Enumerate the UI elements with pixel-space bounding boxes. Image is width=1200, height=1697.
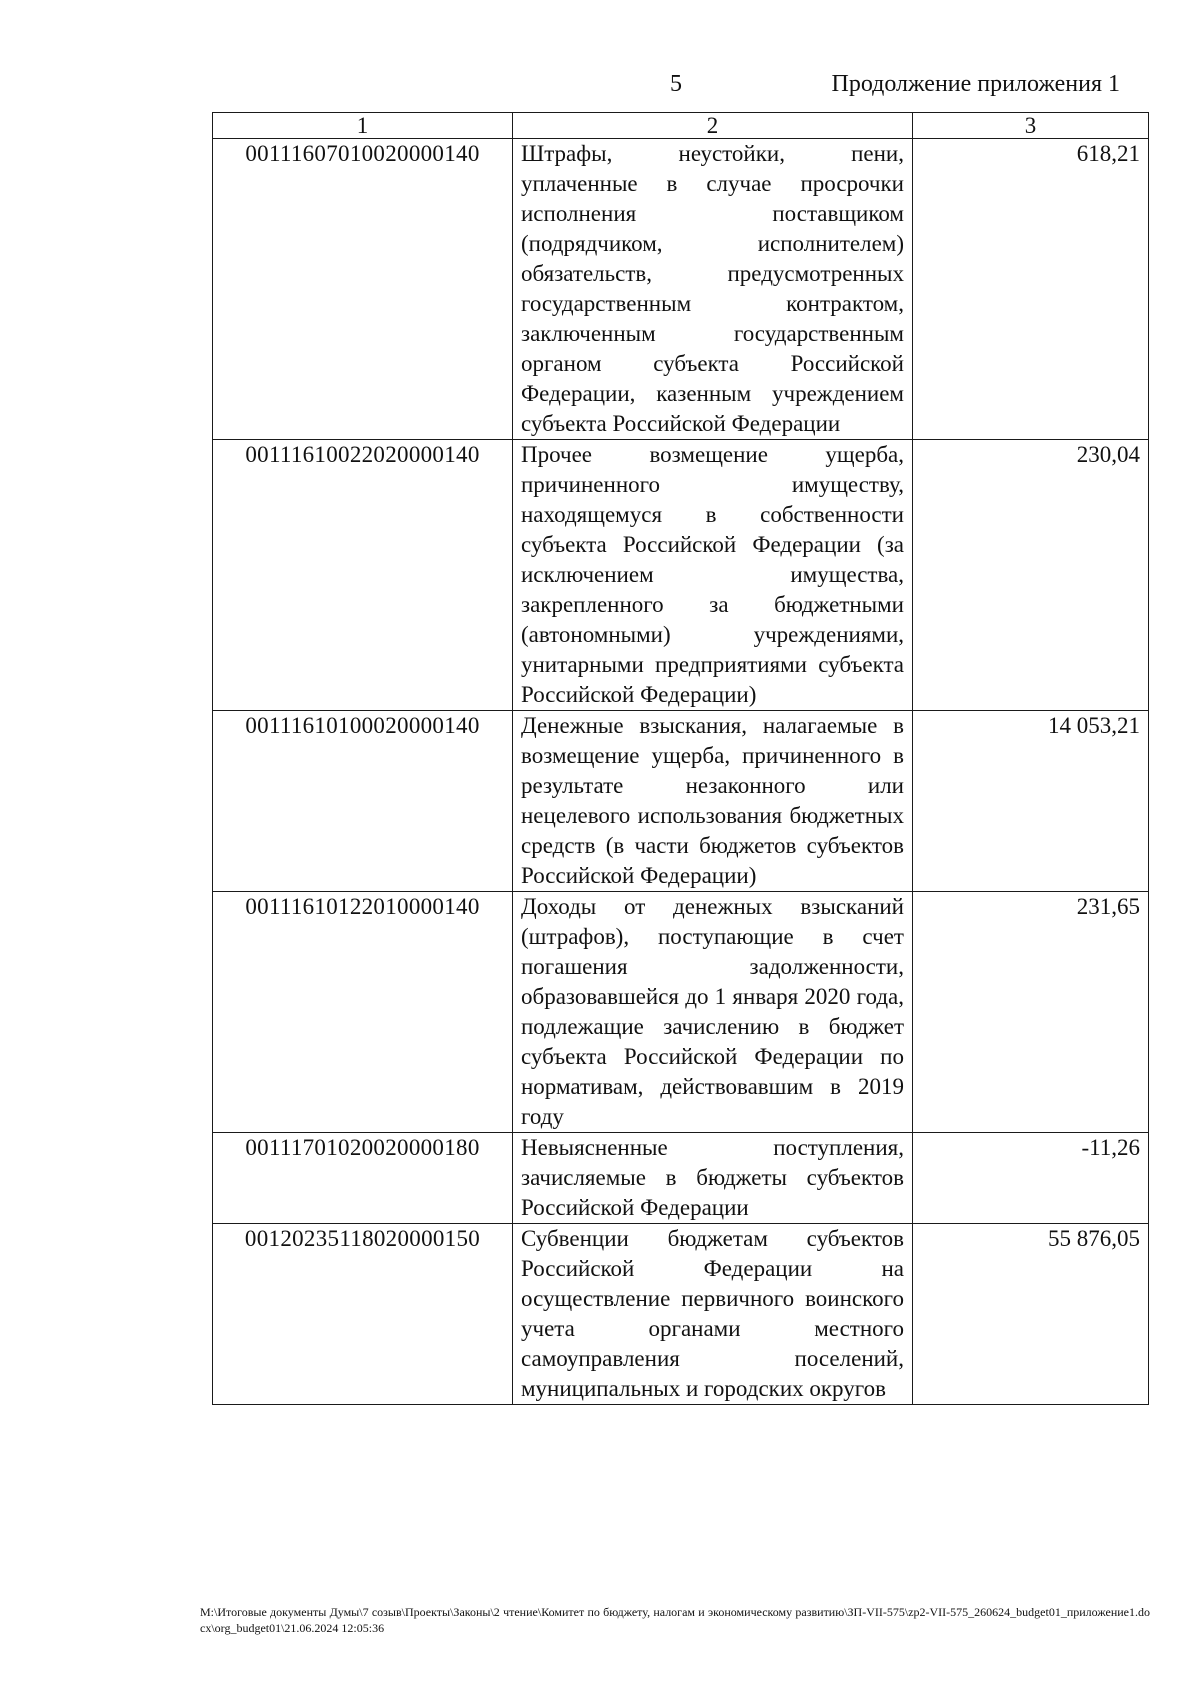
classification-code: 00111607010020000140 bbox=[213, 139, 513, 440]
income-name: Субвенции бюджетам субъектов Российской Федерации на осуществление первичного воинского учета органами местного самоуправления поселений, муниципальных и городских округов bbox=[513, 1224, 913, 1405]
table-header-row bbox=[213, 113, 1149, 139]
classification-code: 00111610122010000140 bbox=[213, 892, 513, 1133]
table-row bbox=[213, 1133, 1149, 1224]
amount: 618,21 bbox=[913, 139, 1149, 440]
income-name: Прочее возмещение ущерба, причиненного имуществу, находящемуся в собственности субъекта Российской Федерации (за исключением имущества, закрепленного за бюджетными (автономными) учреждениями, унитарными предприятиями субъекта Российской Федерации) bbox=[513, 440, 913, 711]
classification-code: 00111610022020000140 bbox=[213, 440, 513, 711]
income-name: Штрафы, неустойки, пени, уплаченные в случае просрочки исполнения поставщиком (подрядчиком, исполнителем) обязательств, предусмотренных государственным контрактом, заключенным государственным органом субъекта Российской Федерации, казенным учреждением субъекта Российской Федерации bbox=[513, 139, 913, 440]
column-header-code: 1 bbox=[213, 113, 513, 139]
amount: -11,26 bbox=[913, 1133, 1149, 1224]
table-row bbox=[213, 892, 1149, 1133]
table-row bbox=[213, 440, 1149, 711]
income-name: Доходы от денежных взысканий (штрафов), поступающие в счет погашения задолженности, образовавшейся до 1 января 2020 года, подлежащие зачислению в бюджет субъекта Российской Федерации по нормативам, действовавшим в 2019 году bbox=[513, 892, 913, 1133]
table-row bbox=[213, 1224, 1149, 1405]
budget-income-table bbox=[212, 112, 1149, 1405]
income-name: Невыясненные поступления, зачисляемые в бюджеты субъектов Российской Федерации bbox=[513, 1133, 913, 1224]
document-file-path-footer: М:\Итоговые документы Думы\7 созыв\Проекты\Законы\2 чтение\Комитет по бюджету, налогам и экономическому развитию\ЗП-VII-575\zp2-VII-575_260624_budget01_приложение1.docx\org_budget01\21.06.2024 12:05:36 bbox=[200, 1605, 1150, 1635]
appendix-continuation-title: Продолжение приложения 1 bbox=[831, 71, 1120, 97]
classification-code: 00111610100020000140 bbox=[213, 711, 513, 892]
classification-code: 00111701020020000180 bbox=[213, 1133, 513, 1224]
column-header-amount: 3 bbox=[913, 113, 1149, 139]
classification-code: 00120235118020000150 bbox=[213, 1224, 513, 1405]
column-header-name: 2 bbox=[513, 113, 913, 139]
income-name: Денежные взыскания, налагаемые в возмещение ущерба, причиненного в результате незаконного или нецелевого использования бюджетных средств (в части бюджетов субъектов Российской Федерации) bbox=[513, 711, 913, 892]
table-row bbox=[213, 139, 1149, 440]
amount: 230,04 bbox=[913, 440, 1149, 711]
amount: 14 053,21 bbox=[913, 711, 1149, 892]
page-number: 5 bbox=[670, 71, 682, 97]
amount: 231,65 bbox=[913, 892, 1149, 1133]
amount: 55 876,05 bbox=[913, 1224, 1149, 1405]
table-row bbox=[213, 711, 1149, 892]
